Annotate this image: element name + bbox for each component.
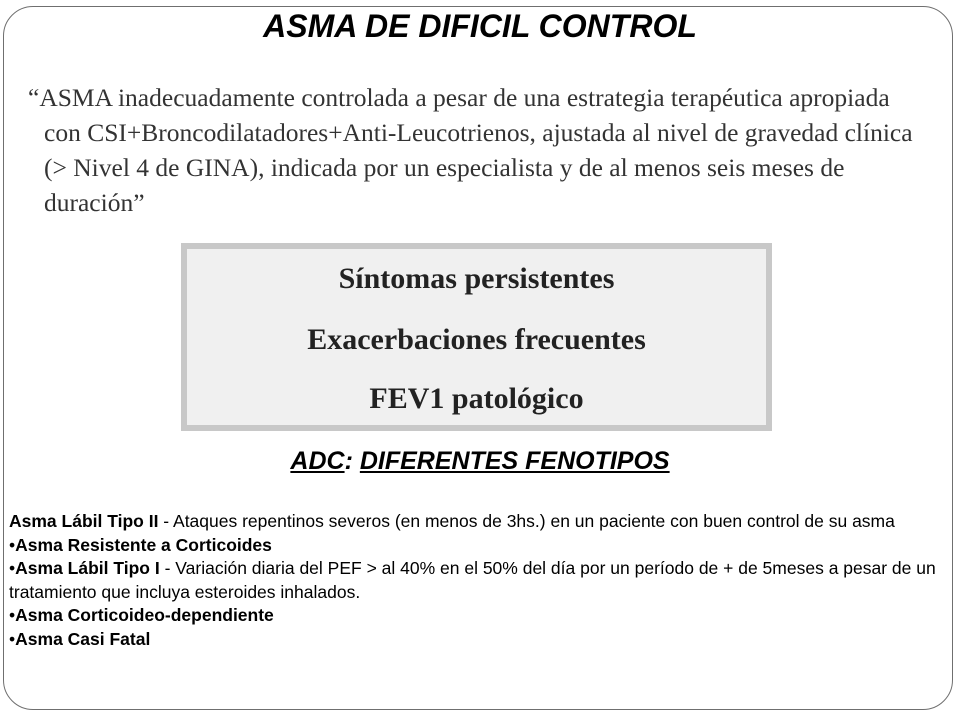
criteria-item: FEV1 patológico bbox=[369, 382, 584, 415]
phenotype-label: Asma Resistente a Corticoides bbox=[15, 534, 272, 555]
bullet: • bbox=[9, 605, 16, 625]
list-item bbox=[9, 557, 954, 604]
list-item bbox=[9, 510, 954, 534]
phenotypes-list bbox=[9, 510, 954, 651]
phenotype-desc: - Variación diaria del PEF > al 40% en el 50% del día por un período de + de 5meses a pesar de un tratamiento que incluya esteroides inhalados. bbox=[9, 558, 936, 602]
definition-quote bbox=[0, 80, 930, 220]
phenotype-label: Asma Lábil Tipo II bbox=[9, 511, 159, 531]
criteria-item: Síntomas persistentes bbox=[338, 262, 615, 295]
phenotypes-heading-text: DIFERENTES FENOTIPOS bbox=[359, 447, 670, 475]
phenotypes-heading-sep: : bbox=[344, 447, 360, 475]
bullet: • bbox=[9, 558, 16, 578]
bullet: • bbox=[9, 534, 16, 555]
phenotypes-heading bbox=[0, 443, 960, 479]
criteria-item: Exacerbaciones frecuentes bbox=[307, 323, 646, 356]
list-item bbox=[9, 604, 954, 628]
phenotype-label: Asma Corticoideo-dependiente bbox=[15, 605, 274, 625]
phenotype-desc: - Ataques repentinos severos (en menos de 3hs.) en un paciente con buen control de su asma bbox=[158, 511, 895, 531]
phenotypes-heading-abbr: ADC bbox=[290, 447, 345, 475]
list-item bbox=[9, 628, 954, 652]
phenotype-label: Asma Lábil Tipo I bbox=[15, 558, 160, 578]
criteria-box bbox=[181, 243, 772, 431]
phenotype-label: Asma Casi Fatal bbox=[15, 628, 151, 649]
definition-quote-text: “ASMA inadecuadamente controlada a pesar de una estrategia terapéutica apropiada con CSI+Broncodilatadores+Anti-Leucotrienos, ajustada al nivel de gravedad clínica (> Nivel 4 de GINA), indicada por un especialista y de al menos seis meses de duración” bbox=[28, 83, 913, 217]
bullet: • bbox=[9, 628, 16, 649]
list-item bbox=[9, 534, 954, 558]
slide-title: ASMA DE DIFICIL CONTROL bbox=[263, 8, 697, 44]
